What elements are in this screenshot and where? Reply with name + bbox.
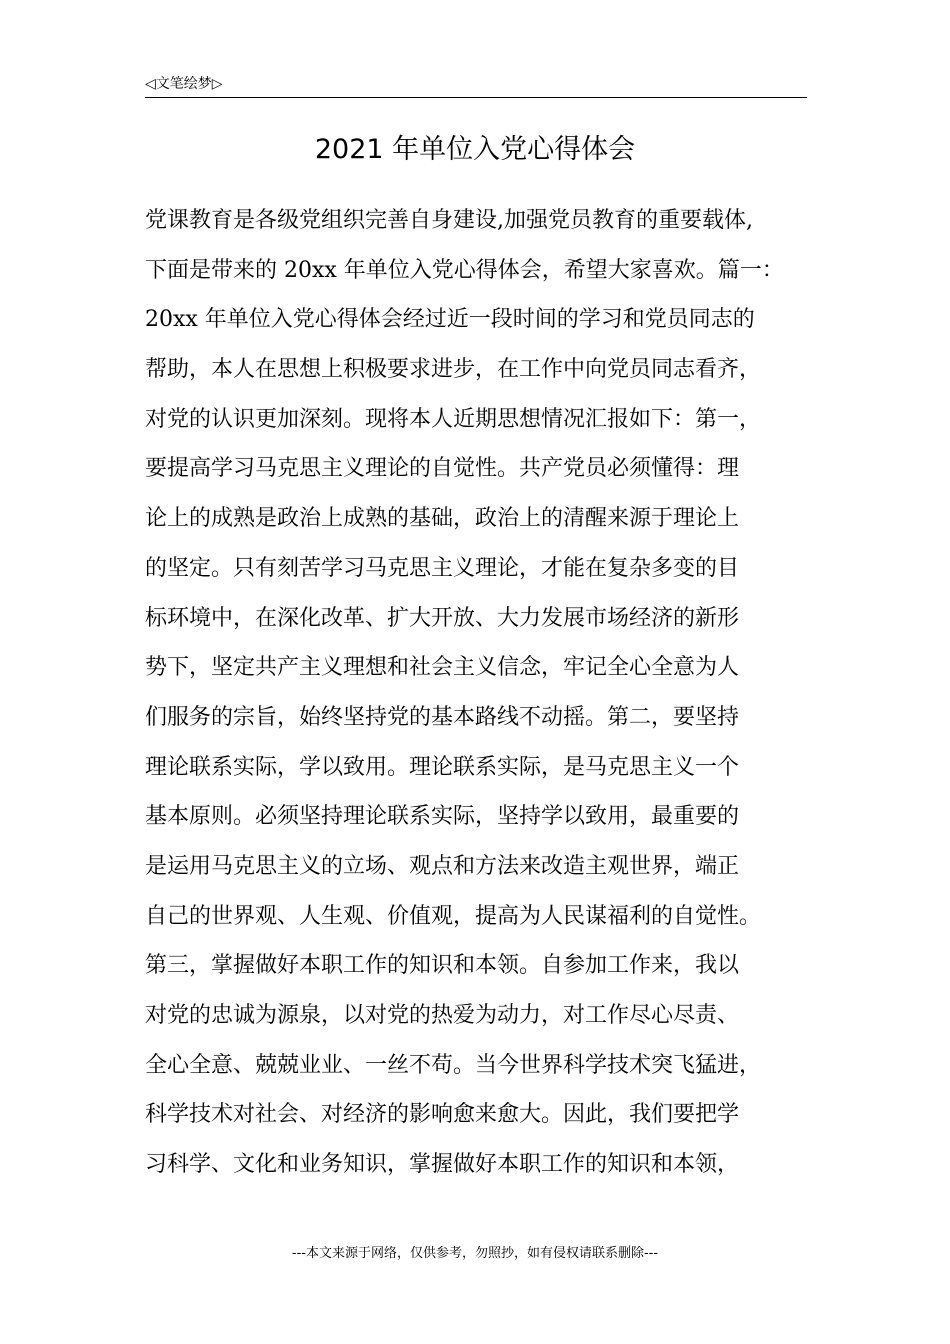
body-line: 20xx 年单位入党心得体会经过近一段时间的学习和党员同志的 [145,307,755,333]
body-line: 对党的忠诚为源泉，以对党的热爱为动力，对工作尽心尽责、 [145,1003,740,1028]
body-line: 下面是带来的 20xx 年单位入党心得体会，希望大家喜欢。篇一： [145,257,784,283]
body-line: 理论联系实际，学以致用。理论联系实际，是马克思主义一个 [145,754,740,780]
body-line: 是运用马克思主义的立场、观点和方法来改造主观世界，端正 [145,853,740,879]
body-line: 第三，掌握做好本职工作的知识和本领。自参加工作来，我以 [145,953,740,979]
document-title: 2021 年单位入党心得体会 [314,134,636,165]
body-line: 习科学、文化和业务知识，掌握做好本职工作的知识和本领， [145,1152,740,1178]
body-line: 们服务的宗旨，始终坚持党的基本路线不动摇。第二，要坚持 [145,704,740,730]
body-line: 自己的世界观、人生观、价值观，提高为人民谋福利的自觉性。 [145,903,762,929]
body-line: 基本原则。必须坚持理论联系实际，坚持学以致用，最重要的 [145,804,740,830]
body-line: 的坚定。只有刻苦学习马克思主义理论，才能在复杂多变的目 [145,555,740,581]
body-line: 对党的认识更加深刻。现将本人近期思想情况汇报如下：第一， [145,406,762,432]
body-line: 势下，坚定共产主义理想和社会主义信念，牢记全心全意为人 [145,655,740,681]
body-line: 标环境中，在深化改革、扩大开放、大力发展市场经济的新形 [145,605,740,631]
body-line: 论上的成熟是政治上成熟的基础，政治上的清醒来源于理论上 [145,506,740,532]
document-body [145,196,825,1190]
body-line: 要提高学习马克思主义理论的自觉性。共产党员必须懂得：理 [145,456,740,482]
page-footer: ---本文来源于网络，仅供参考，勿照抄，如有侵权请联系删除--- [291,1246,659,1261]
body-line: 全心全意、兢兢业业、一丝不苟。当今世界科学技术突飞猛进， [145,1052,762,1078]
body-line: 帮助，本人在思想上积极要求进步，在工作中向党员同志看齐， [145,357,762,383]
header-divider [145,97,807,98]
body-line: 党课教育是各级党组织完善自身建设,加强党员教育的重要载体, [145,208,753,233]
body-line: 科学技术对社会、对经济的影响愈来愈大。因此，我们要把学 [145,1102,740,1128]
page-header: ◁文笔绘梦▷ [145,76,223,92]
